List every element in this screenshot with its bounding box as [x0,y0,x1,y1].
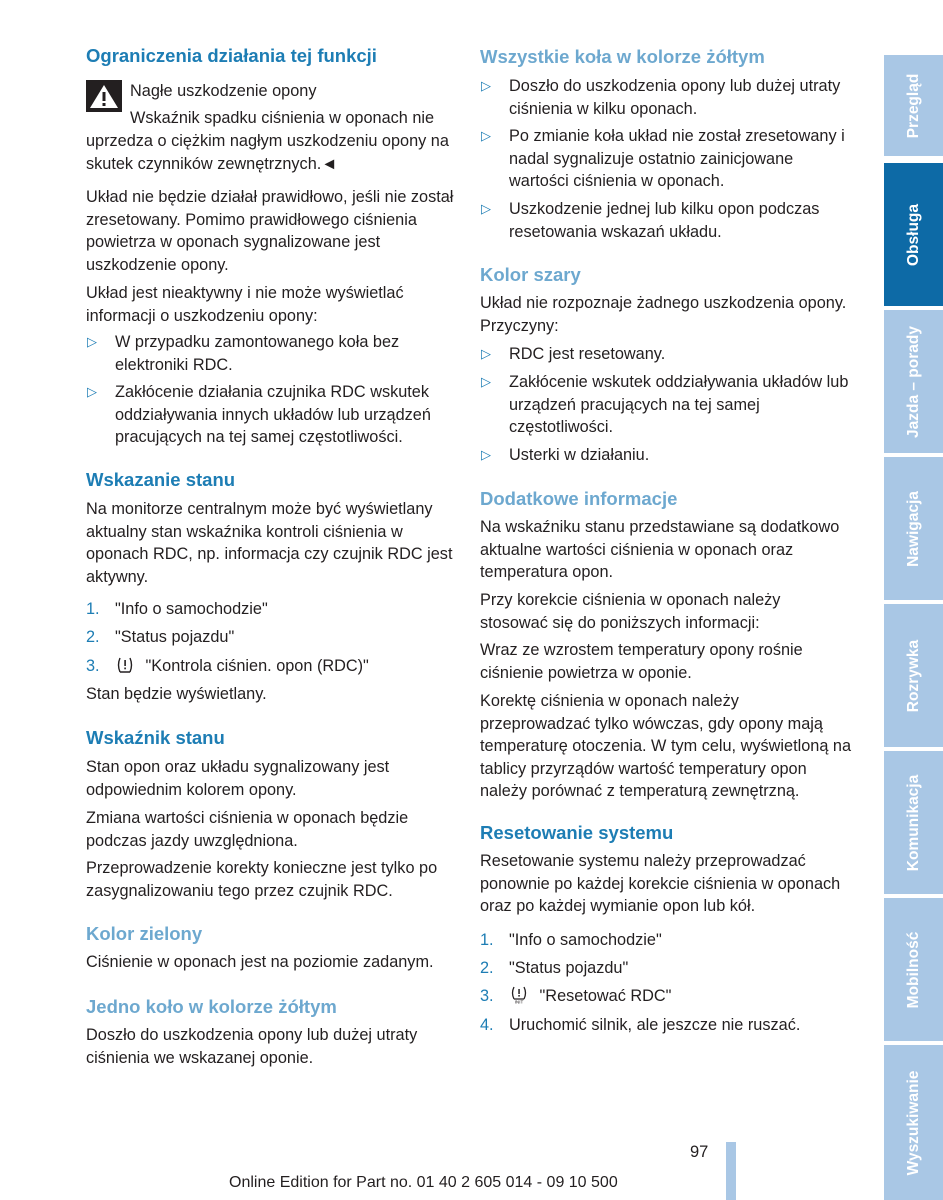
tab-label: Komunikacja [904,774,922,871]
paragraph: Wraz ze wzrostem temperatury opony rośnie ciśnienie powietrza w oponie. [480,641,803,682]
tab-komunikacja[interactable] [884,751,943,894]
list-item-text: Usterki w działaniu. [509,446,650,464]
step-number: 1. [480,931,494,949]
tab-label: Przegląd [904,73,922,138]
list-item [86,331,456,376]
tab-label: Jazda – porady [904,325,922,438]
tab-label: Wyszukiwanie [904,1070,922,1175]
page-number: 97 [690,1143,709,1161]
heading-wskaznik: Wskaźnik stanu [86,727,225,748]
bullet-icon: ▷ [481,201,491,216]
bullet-icon: ▷ [481,447,491,462]
step-text: "Status pojazdu" [115,628,235,646]
warning-text: uprzedza o ciężkim nagłym uszkodzeniu opony na skutek czynników zewnętrznych.◄ [86,132,449,173]
tab-label: Obsługa [904,203,922,266]
tire-pressure-icon [115,656,135,681]
step-item [86,626,456,649]
heading-ograniczenia: Ograniczenia działania tej funkcji [86,45,377,66]
paragraph: Resetowanie systemu należy przeprowadzać ponownie po każdej korekcie ciśnienia w oponach oraz po każdej wymianie opon lub kół. [480,852,841,916]
step-item [480,929,852,952]
warning-line: Wskaźnik spadku ciśnienia w oponach nie [130,109,435,127]
paragraph: Układ nie będzie działał prawidłowo, jeśli nie został zresetowany. Pomimo prawidłowego ciśnienia powietrza w oponach sygnalizowane jest uszkodzenie opony. [86,188,454,274]
heading-zielony: Kolor zielony [86,923,203,944]
step-item [86,655,456,681]
paragraph: Układ nie rozpoznaje żadnego uszkodzenia opony. Przyczyny: [480,294,847,335]
paragraph: Układ jest nieaktywny i nie może wyświetlać informacji o uszkodzeniu opony: [86,284,404,325]
tab-label: Rozrywka [904,639,922,712]
step-text: "Resetować RDC" [539,987,672,1005]
tire-reset-icon [509,986,529,1011]
list-item [480,75,852,120]
step-item [86,598,456,621]
list-item-text: Po zmianie koła układ nie został zresetowany i nadal sygnalizuje ostatnio zainicjowane wartości ciśnienia w oponach. [509,127,845,191]
heading-jedno: Jedno koło w kolorze żółtym [86,996,337,1017]
step-number: 4. [480,1016,494,1034]
list-item [480,125,852,193]
bullet-icon: ▷ [87,334,97,349]
warning-title: Nagłe uszkodzenie opony [130,82,317,100]
paragraph: Doszło do uszkodzenia opony lub dużej utraty ciśnienia we wskazanej oponie. [86,1026,418,1067]
step-text: Uruchomić silnik, ale jeszcze nie ruszać. [509,1016,801,1034]
paragraph: Korektę ciśnienia w oponach należy przeprowadzać tylko wówczas, gdy opony mają temperaturę otoczenia. W tym celu, wyświetloną na tablicy przyrządów wartość temperatury opon należy porównać z temperaturą zewnętrzną. [480,692,852,801]
step-text: "Info o samochodzie" [115,600,268,618]
list-item [480,343,852,366]
list-item [480,371,852,439]
tab-obsluga[interactable] [884,163,943,306]
heading-dodatkowe: Dodatkowe informacje [480,488,678,509]
step-number: 2. [480,959,494,977]
paragraph: Ciśnienie w oponach jest na poziomie zadanym. [86,953,434,971]
step-number: 3. [86,657,100,675]
list-item [480,444,852,467]
tab-mobilnosc[interactable] [884,898,943,1041]
tab-wyszukiwanie[interactable] [884,1045,943,1200]
step-number: 2. [86,628,100,646]
bullet-icon: ▷ [481,374,491,389]
heading-wskazanie: Wskazanie stanu [86,469,236,490]
tab-nawigacja[interactable] [884,457,943,600]
footer-text: Online Edition for Part no. 01 40 2 605 014 - 09 10 500 [229,1174,618,1191]
paragraph: Na monitorze centralnym może być wyświetlany aktualny stan wskaźnika kontroli ciśnienia w oponach RDC, np. informacja czy czujnik RDC jest aktywny. [86,500,453,586]
bullet-icon: ▷ [481,78,491,93]
list-item-text: Doszło do uszkodzenia opony lub dużej utraty ciśnienia w kilku oponach. [509,77,841,118]
paragraph: Przy korekcie ciśnienia w oponach należy stosować się do poniższych informacji: [480,591,781,632]
list-item-text: Uszkodzenie jednej lub kilku opon podczas resetowania wskazań układu. [509,200,820,241]
bullet-icon: ▷ [87,384,97,399]
list-item [86,381,456,449]
step-number: 3. [480,987,494,1005]
step-item [480,957,852,980]
paragraph: Na wskaźniku stanu przedstawiane są dodatkowo aktualne wartości ciśnienia w oponach oraz temperatura opon. [480,518,840,582]
tab-rozrywka[interactable] [884,604,943,747]
step-text: "Kontrola ciśnien. opon (RDC)" [145,657,369,675]
page-marker [726,1142,736,1200]
step-text: "Status pojazdu" [509,959,629,977]
list-item-text: Zakłócenie działania czujnika RDC wskutek oddziaływania innych układów lub urządzeń pracujących na tej samej częstotliwości. [115,383,431,447]
tab-label: Mobilność [904,931,922,1008]
paragraph: Stan opon oraz układu sygnalizowany jest odpowiednim kolorem opony. [86,758,390,799]
paragraph: Zmiana wartości ciśnienia w oponach będzie podczas jazdy uwzględniona. [86,809,409,850]
list-item-text: W przypadku zamontowanego koła bez elektroniki RDC. [115,333,400,374]
tab-przeglad[interactable] [884,55,943,156]
heading-szary: Kolor szary [480,264,581,285]
tab-jazda-porady[interactable] [884,310,943,453]
step-number: 1. [86,600,100,618]
heading-wszystkie: Wszystkie koła w kolorze żółtym [480,46,765,67]
list-item-text: Zakłócenie wskutek oddziaływania układów lub urządzeń pracujących na tej samej częstotliwości. [509,373,849,437]
step-item [480,985,852,1011]
paragraph: Stan będzie wyświetlany. [86,685,267,703]
step-item [480,1014,852,1037]
tab-label: Nawigacja [904,490,922,567]
bullet-icon: ▷ [481,128,491,143]
chapter-tabs [884,55,943,1200]
list-item-text: RDC jest resetowany. [509,345,666,363]
paragraph: Przeprowadzenie korekty konieczne jest tylko po zasygnalizowaniu tego przez czujnik RDC. [86,859,438,900]
tire-reset-icon-label: INIT [514,999,524,1004]
step-text: "Info o samochodzie" [509,931,662,949]
list-item [480,198,852,243]
heading-reset: Resetowanie systemu [480,822,674,843]
bullet-icon: ▷ [481,346,491,361]
warning-triangle-icon [86,80,122,112]
